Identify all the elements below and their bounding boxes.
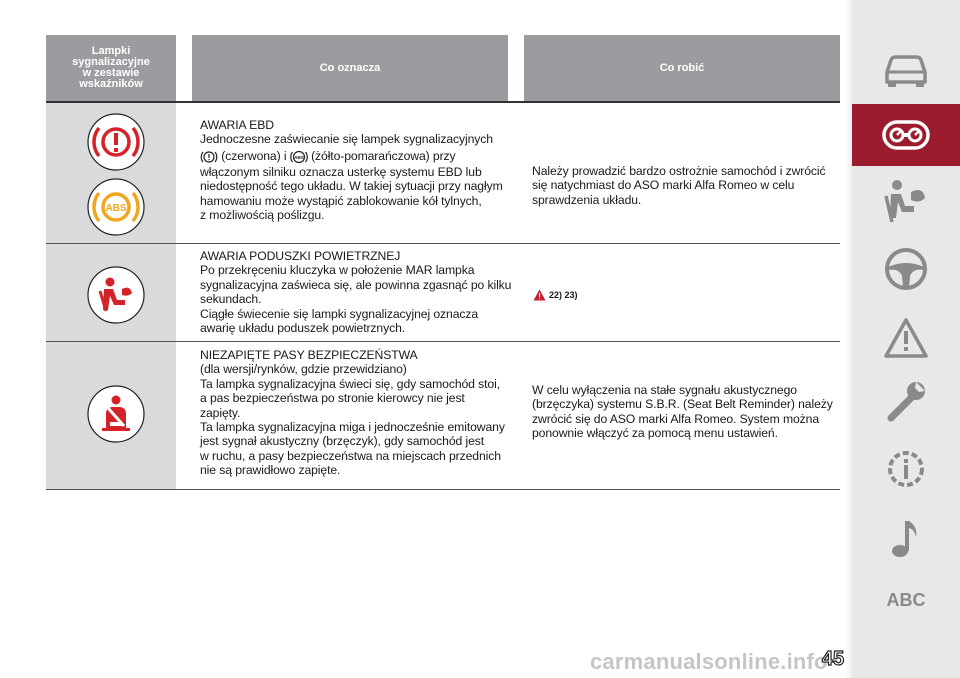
nav-car[interactable] (852, 40, 960, 100)
nav-technical-data[interactable] (852, 438, 960, 500)
ebd-warning-icon (84, 110, 148, 174)
action-line: zwrócić się do ASO marki Alfa Romeo. System można (532, 411, 820, 426)
meaning-line: w ruchu, a pasy bezpieczeństwa na miejscach przednich (200, 448, 501, 463)
svg-text:ABS: ABS (294, 154, 304, 160)
meaning-title: AWARIA PODUSZKI POWIETRZNEJ (200, 249, 401, 263)
nav-driving[interactable] (852, 238, 960, 300)
row-divider (46, 489, 840, 490)
row-seatbelt-meaning (200, 348, 505, 478)
nav-emergency[interactable] (852, 310, 960, 366)
meaning-line: sygnalizacyjna zaświeca się, ale powinna zgasnąć po kilku (200, 277, 512, 292)
header-col-action: Co robić (524, 35, 840, 101)
nav-maintenance[interactable] (852, 370, 960, 432)
meaning-line: (dla wersji/rynków, gdzie przewidziano) (200, 362, 407, 377)
meaning-line: Ta lampka sygnalizacyjna miga i jednocześnie emitowany (200, 420, 505, 435)
page-number: 45 (821, 648, 845, 670)
meaning-line: a pas bezpieczeństwa po stronie kierowcy nie jest (200, 391, 465, 406)
watermark: carmanualsonline.info (590, 649, 828, 674)
row-divider (46, 341, 840, 342)
meaning-line: włączonym silniku oznacza usterkę systemu EBD lub (200, 164, 482, 179)
wrench-icon (883, 378, 929, 424)
header-line: Lampki (91, 45, 131, 57)
car-icon (881, 52, 931, 88)
dashboard-icon (882, 118, 930, 152)
header-col-warning-lights (46, 35, 176, 101)
header-line: wskaźników (79, 78, 143, 90)
header-line: w zestawie (82, 67, 140, 79)
svg-text:ABS: ABS (105, 203, 127, 214)
header-col-meaning: Co oznacza (192, 35, 508, 101)
meaning-line: niedostępność tego układu. W takiej sytuacji przy nagłym (200, 179, 503, 194)
warning-triangle-icon (883, 317, 929, 359)
meaning-line: zapięty. (200, 405, 241, 420)
row-ebd-meaning (200, 118, 503, 222)
info-gear-icon (883, 446, 929, 492)
meaning-line: Ciągłe świecenie się lampki sygnalizacyjnej oznacza (200, 306, 479, 321)
inline-text: (czerwona) i (221, 149, 287, 164)
action-line: sprawdzenia układu. (532, 192, 642, 207)
meaning-line: awarię układu poduszek powietrznych. (200, 321, 406, 336)
row-ebd-action (532, 164, 826, 207)
index-label: ABC (886, 589, 926, 610)
action-line: W celu wyłączenia na stałe sygnału akustycznego (532, 383, 797, 397)
meaning-line (200, 149, 503, 165)
meaning-line: hamowaniu może wystąpić zablokowanie kół tylnych, (200, 193, 482, 208)
meaning-line: sekundach. (200, 292, 262, 307)
ebd-inline-icon (200, 149, 218, 165)
meaning-line: Po przekręceniu kluczyka w położenie MAR lampka (200, 263, 475, 278)
row-airbag-meaning (200, 249, 511, 335)
action-line: (brzęczyka) systemu S.B.R. (Seat Belt Reminder) należy (532, 397, 833, 412)
abs-warning-icon (84, 175, 148, 239)
action-line: Należy prowadzić bardzo ostrożnie samochód i zwrócić (532, 164, 826, 178)
nav-safety[interactable] (852, 172, 960, 232)
nav-dashboard[interactable] (852, 104, 960, 166)
inline-text: (żółto-pomarańczowa) przy (311, 149, 456, 164)
seatbelt-warning-icon (84, 382, 148, 446)
action-line: się natychmiast do ASO marki Alfa Romeo w celu (532, 178, 795, 193)
meaning-line: nie są prawidłowo zapięte. (200, 463, 341, 478)
nav-multimedia[interactable] (852, 508, 960, 568)
row-divider (46, 243, 840, 244)
nav-index[interactable] (852, 580, 960, 620)
meaning-title: AWARIA EBD (200, 118, 274, 132)
abs-inline-icon (290, 149, 308, 165)
meaning-line: Jednoczesne zaświecanie się lampek sygnalizacyjnych (200, 132, 493, 147)
row-airbag-action (533, 289, 578, 301)
meaning-line: jest sygnał akustyczny (brzęczyk), gdy samochód jest (200, 434, 485, 449)
action-line: ponownie włączyć za pomocą menu ustawień. (532, 426, 778, 441)
steering-wheel-icon (883, 246, 929, 292)
header-line: sygnalizacyjne (72, 56, 150, 68)
meaning-line: z możliwością poślizgu. (200, 208, 325, 223)
meaning-title: NIEZAPIĘTE PASY BEZPIECZEŃSTWA (200, 348, 418, 362)
music-note-icon (886, 515, 926, 561)
row-seatbelt-action (532, 383, 833, 441)
footnote-reference[interactable]: 22) 23) (549, 290, 578, 300)
warning-triangle-icon (533, 289, 546, 301)
meaning-line: Ta lampka sygnalizacyjna świeci się, gdy samochód stoi, (200, 376, 501, 391)
passenger-airbag-icon (881, 178, 931, 226)
airbag-warning-icon (84, 263, 148, 327)
